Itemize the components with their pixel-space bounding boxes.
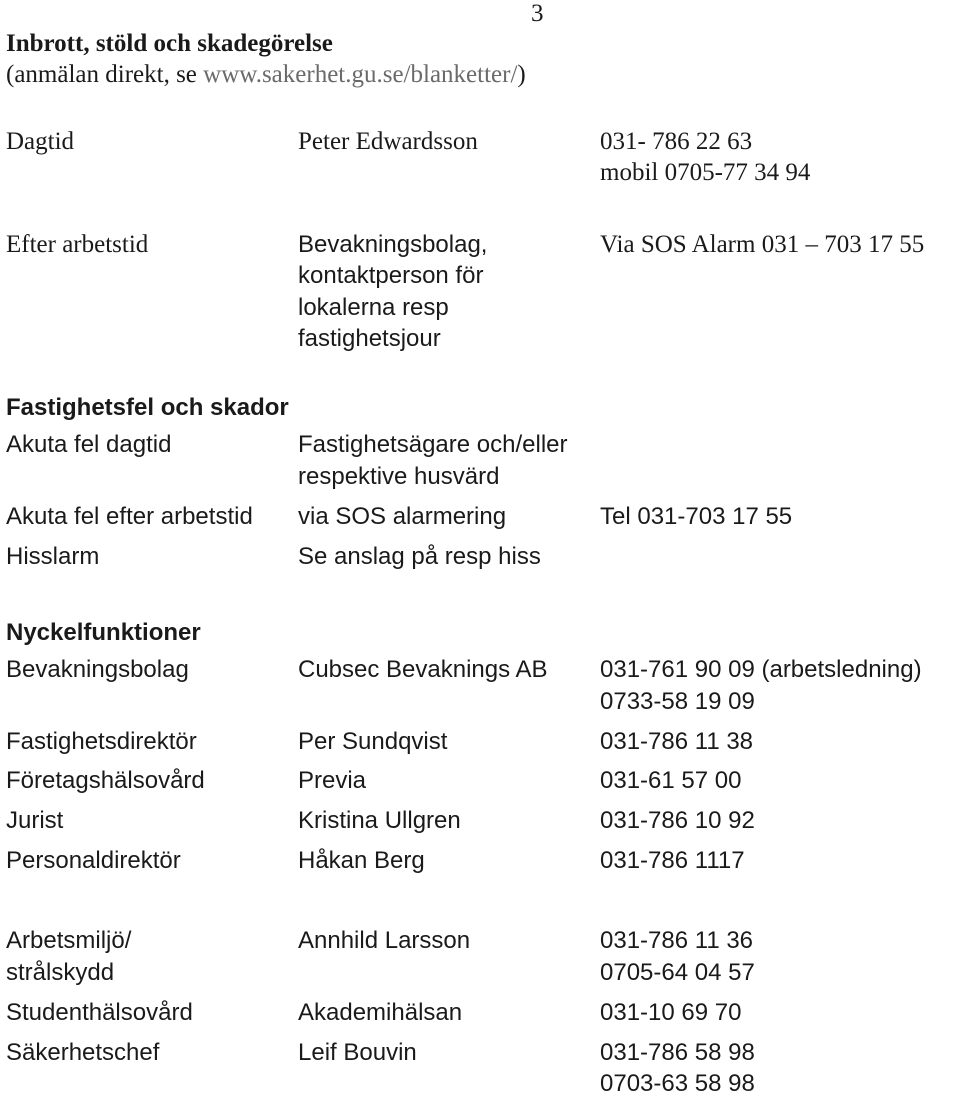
row-contact-foretagshalsovard: Previa (298, 767, 367, 794)
row-label-personaldirektor: Personaldirektör (6, 847, 181, 874)
row-label-jurist: Jurist (6, 807, 64, 834)
row-contact-dagtid: Peter Edwardsson (298, 128, 478, 155)
row-label-arbetsmiljo-2: strålskydd (6, 959, 115, 986)
report-note-prefix: (anmälan direkt, se (6, 61, 204, 88)
row-label-efter-arbetstid: Efter arbetstid (6, 231, 149, 258)
row-contact-efter-arbetstid-2: kontaktperson för (298, 262, 484, 289)
row-phone-arbetsmiljo-2: 0705-64 04 57 (600, 959, 755, 986)
row-label-akuta-fel-dagtid: Akuta fel dagtid (6, 431, 172, 458)
row-contact-akuta-fel-dagtid-1: Fastighetsägare och/eller (298, 431, 568, 458)
row-phone-sakerhetschef-1: 031-786 58 98 (600, 1039, 755, 1066)
row-label-bevakningsbolag: Bevakningsbolag (6, 656, 189, 683)
report-note-suffix: ) (517, 61, 526, 88)
row-contact-fastighetsdirektor: Per Sundqvist (298, 728, 448, 755)
row-phone-personaldirektor: 031-786 1117 (600, 847, 745, 874)
row-phone-bevakningsbolag-1: 031-761 90 09 (arbetsledning) (600, 656, 922, 683)
row-contact-efter-arbetstid-4: fastighetsjour (298, 325, 441, 352)
row-phone-dagtid: 031- 786 22 63 (600, 128, 753, 155)
row-contact-arbetsmiljo: Annhild Larsson (298, 927, 471, 954)
row-label-sakerhetschef: Säkerhetschef (6, 1039, 160, 1066)
row-contact-efter-arbetstid-1: Bevakningsbolag, (298, 231, 488, 258)
row-label-akuta-fel-efter: Akuta fel efter arbetstid (6, 503, 253, 530)
row-phone-fastighetsdirektor: 031-786 11 38 (600, 728, 754, 755)
row-phone-foretagshalsovard: 031-61 57 00 (600, 767, 742, 794)
row-contact-sakerhetschef: Leif Bouvin (298, 1039, 417, 1066)
row-contact-personaldirektor: Håkan Berg (298, 847, 425, 874)
row-phone-studenthalsovard: 031-10 69 70 (600, 999, 742, 1026)
row-phone-akuta-fel-efter: Tel 031-703 17 55 (600, 503, 793, 530)
row-contact-akuta-fel-dagtid-2: respektive husvärd (298, 463, 500, 490)
row-contact-bevakningsbolag: Cubsec Bevaknings AB (298, 656, 548, 683)
report-link[interactable]: www.sakerhet.gu.se/blanketter/ (203, 61, 518, 88)
row-phone-sakerhetschef-2: 0703-63 58 98 (600, 1070, 755, 1097)
row-contact-efter-arbetstid-3: lokalerna resp (298, 294, 449, 321)
row-contact-akuta-fel-efter: via SOS alarmering (298, 503, 507, 530)
row-contact-hisslarm: Se anslag på resp hiss (298, 543, 541, 570)
section-heading-fastighetsfel: Fastighetsfel och skador (6, 394, 289, 421)
row-phone-jurist: 031-786 10 92 (600, 807, 755, 834)
section-heading-inbrott: Inbrott, stöld och skadegörelse (6, 30, 333, 57)
report-note (6, 59, 526, 90)
page-number: 3 (531, 0, 544, 27)
row-contact-jurist: Kristina Ullgren (298, 807, 461, 834)
row-contact-studenthalsovard: Akademihälsan (298, 999, 463, 1026)
row-label-studenthalsovard: Studenthälsovård (6, 999, 193, 1026)
row-label-arbetsmiljo-1: Arbetsmiljö/ (6, 927, 132, 954)
row-label-dagtid: Dagtid (6, 128, 75, 155)
row-label-foretagshalsovard: Företagshälsovård (6, 767, 205, 794)
row-label-fastighetsdirektor: Fastighetsdirektör (6, 728, 197, 755)
row-label-hisslarm: Hisslarm (6, 543, 100, 570)
row-phone-bevakningsbolag-2: 0733-58 19 09 (600, 688, 755, 715)
row-mobile-dagtid: mobil 0705-77 34 94 (600, 159, 811, 186)
row-phone-arbetsmiljo-1: 031-786 11 36 (600, 927, 754, 954)
row-phone-efter-arbetstid: Via SOS Alarm 031 – 703 17 55 (600, 231, 925, 258)
section-heading-nyckelfunktioner: Nyckelfunktioner (6, 619, 201, 646)
